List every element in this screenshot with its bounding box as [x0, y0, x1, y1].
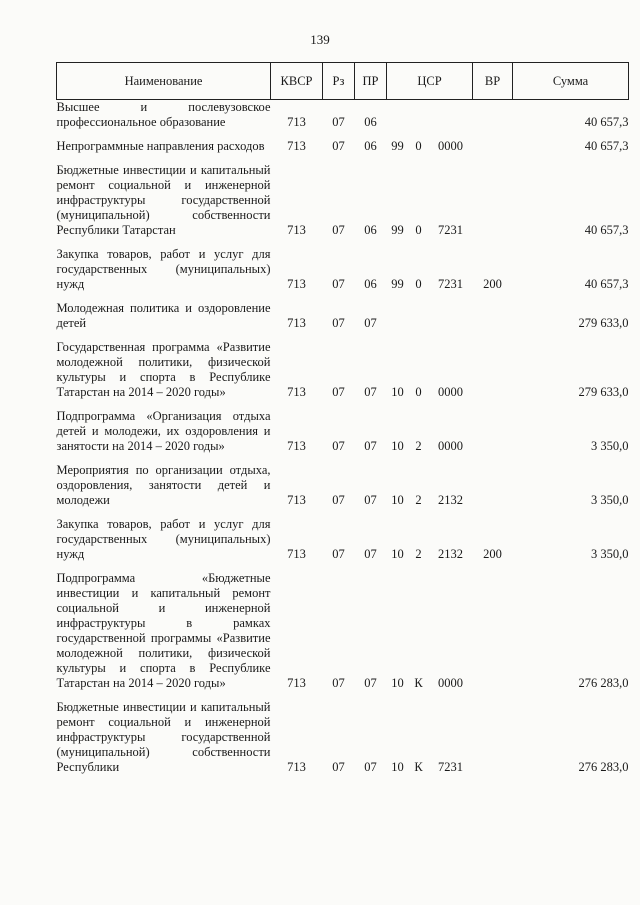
row-rz: 07 [332, 439, 345, 453]
row-rz: 07 [332, 223, 345, 237]
row-sum: 40 657,3 [584, 139, 629, 153]
row-vr [473, 163, 513, 238]
row-pr: 07 [364, 547, 377, 561]
row-csr-subprogram: 2 [415, 547, 422, 561]
row-kvsr: 713 [287, 385, 306, 399]
row-csr-direction: 7231 [438, 760, 463, 774]
row-rz: 07 [332, 115, 345, 129]
row-sum: 40 657,3 [584, 115, 629, 129]
row-vr: 200 [483, 277, 502, 291]
row-name [57, 139, 271, 154]
row-vr [473, 463, 513, 508]
row-spacer [57, 238, 629, 247]
row-csr-program: 99 [391, 277, 404, 291]
row-sum: 276 283,0 [578, 676, 629, 690]
row-csr-program: 10 [391, 760, 404, 774]
row-csr-program: 10 [391, 493, 404, 507]
header-name: Наименование [57, 63, 271, 100]
row-vr [473, 700, 513, 775]
row-spacer-cell [57, 400, 629, 409]
row-pr: 06 [364, 277, 377, 291]
row-kvsr: 713 [287, 493, 306, 507]
row-name [57, 463, 271, 508]
row-spacer-cell [57, 130, 629, 139]
row-sum: 40 657,3 [584, 277, 629, 291]
row-spacer-cell [57, 691, 629, 700]
table-row [57, 139, 629, 154]
row-csr-direction: 2132 [438, 547, 463, 561]
table-row [57, 301, 629, 331]
row-pr: 06 [364, 223, 377, 237]
row-pr: 06 [364, 139, 377, 153]
row-sum: 279 633,0 [578, 316, 629, 330]
row-pr: 07 [364, 493, 377, 507]
row-csr-program: 99 [391, 223, 404, 237]
row-csr-subprogram: 0 [415, 277, 422, 291]
row-csr-program: 10 [391, 547, 404, 561]
row-vr [473, 409, 513, 454]
table-row [57, 340, 629, 400]
row-csr-program [387, 301, 409, 331]
row-name-text: Бюджетные инвестиции и капитальный ремонт социальной и инженерной инфраструктуры государственной (муниципальной) собственности Республики [56, 700, 271, 774]
row-spacer [57, 508, 629, 517]
row-spacer-cell [57, 508, 629, 517]
row-name-text: Подпрограмма «Бюджетные инвестиции и капитальный ремонт социальной и инженерной инфраструктуры в рамках государственной программы «Развитие молодежной политики, физической культуры и спорта в Республике Татарстан на 2014 – 2020 годы» [56, 571, 271, 690]
row-csr-direction: 0000 [438, 139, 463, 153]
row-name-text: Государственная программа «Развитие молодежной политики, физической культуры и спорта в Республике Татарстан на 2014 – 2020 годы» [56, 340, 271, 399]
row-csr-subprogram: 2 [415, 493, 422, 507]
table-row [57, 571, 629, 691]
row-sum: 276 283,0 [578, 760, 629, 774]
row-csr-direction: 7231 [438, 223, 463, 237]
row-kvsr: 713 [287, 547, 306, 561]
header-kvsr: КВСР [271, 63, 323, 100]
row-csr-direction [429, 100, 473, 131]
row-name-text: Мероприятия по организации отдыха, оздоровления, занятости детей и молодежи [56, 463, 271, 507]
row-name-text: Закупка товаров, работ и услуг для государственных (муниципальных) нужд [56, 517, 271, 561]
row-kvsr: 713 [287, 676, 306, 690]
row-csr-subprogram: К [414, 760, 423, 774]
table-row [57, 247, 629, 292]
row-name [57, 409, 271, 454]
table-row [57, 463, 629, 508]
page-number: 139 [310, 32, 330, 47]
row-csr-subprogram: 0 [415, 139, 422, 153]
row-name [57, 571, 271, 691]
row-spacer-cell [57, 562, 629, 571]
row-csr-program: 10 [391, 676, 404, 690]
row-csr-subprogram: 0 [415, 223, 422, 237]
row-vr [473, 571, 513, 691]
row-name-text: Молодежная политика и оздоровление детей [56, 301, 271, 330]
row-spacer [57, 562, 629, 571]
row-rz: 07 [332, 760, 345, 774]
row-sum: 279 633,0 [578, 385, 629, 399]
row-vr [473, 301, 513, 331]
row-rz: 07 [332, 493, 345, 507]
row-csr-direction: 7231 [438, 277, 463, 291]
table-header-row [57, 63, 629, 100]
row-pr: 06 [364, 115, 377, 129]
row-csr-direction [429, 301, 473, 331]
row-kvsr: 713 [287, 760, 306, 774]
row-name-text: Подпрограмма «Организация отдыха детей и молодежи, их оздоровления и занятости на 2014 – 2020 годы» [56, 409, 271, 453]
row-kvsr: 713 [287, 223, 306, 237]
row-csr-direction: 0000 [438, 439, 463, 453]
row-kvsr: 713 [287, 115, 306, 129]
row-sum: 40 657,3 [584, 223, 629, 237]
row-pr: 07 [364, 439, 377, 453]
header-csr: ЦСР [387, 63, 473, 100]
row-spacer-cell [57, 331, 629, 340]
row-pr: 07 [364, 676, 377, 690]
row-csr-program: 10 [391, 385, 404, 399]
row-name [57, 517, 271, 562]
row-csr-program: 99 [391, 139, 404, 153]
row-csr-program: 10 [391, 439, 404, 453]
row-spacer [57, 130, 629, 139]
row-csr-subprogram: К [414, 676, 423, 690]
row-rz: 07 [332, 385, 345, 399]
row-rz: 07 [332, 139, 345, 153]
row-spacer [57, 154, 629, 163]
row-name [57, 700, 271, 775]
header-vr: ВР [473, 63, 513, 100]
row-name [57, 340, 271, 400]
row-vr [473, 100, 513, 131]
row-name [57, 247, 271, 292]
row-spacer-cell [57, 292, 629, 301]
row-rz: 07 [332, 316, 345, 330]
row-spacer-cell [57, 454, 629, 463]
row-name-text: Бюджетные инвестиции и капитальный ремонт социальной и инженерной инфраструктуры государственной (муниципальной) собственности Республики Татарстан [56, 163, 271, 237]
row-sum: 3 350,0 [591, 493, 629, 507]
row-kvsr: 713 [287, 277, 306, 291]
header-sum: Сумма [513, 63, 629, 100]
row-spacer [57, 454, 629, 463]
table-row [57, 100, 629, 131]
row-vr [473, 139, 513, 154]
row-pr: 07 [364, 760, 377, 774]
row-name-text: Высшее и послевузовское профессиональное образование [56, 100, 271, 129]
row-spacer [57, 400, 629, 409]
row-csr-subprogram: 0 [415, 385, 422, 399]
row-csr-direction: 0000 [438, 385, 463, 399]
row-kvsr: 713 [287, 139, 306, 153]
row-name [57, 163, 271, 238]
row-rz: 07 [332, 547, 345, 561]
row-rz: 07 [332, 676, 345, 690]
row-name [57, 100, 271, 131]
row-spacer [57, 331, 629, 340]
row-pr: 07 [364, 316, 377, 330]
row-rz: 07 [332, 277, 345, 291]
row-name-text: Непрограммные направления расходов [56, 139, 265, 153]
table-row [57, 517, 629, 562]
row-kvsr: 713 [287, 439, 306, 453]
row-csr-direction: 0000 [438, 676, 463, 690]
row-spacer-cell [57, 238, 629, 247]
table-row [57, 409, 629, 454]
row-sum: 3 350,0 [591, 439, 629, 453]
header-rz: Рз [323, 63, 355, 100]
row-csr-subprogram: 2 [415, 439, 422, 453]
row-sum: 3 350,0 [591, 547, 629, 561]
table-row [57, 700, 629, 775]
budget-table [56, 62, 629, 775]
row-name [57, 301, 271, 331]
row-spacer-cell [57, 154, 629, 163]
row-csr-subprogram [409, 301, 429, 331]
row-name-text: Закупка товаров, работ и услуг для государственных (муниципальных) нужд [56, 247, 271, 291]
row-csr-subprogram [409, 100, 429, 131]
row-spacer [57, 292, 629, 301]
row-vr: 200 [483, 547, 502, 561]
header-pr: ПР [355, 63, 387, 100]
row-csr-direction: 2132 [438, 493, 463, 507]
row-vr [473, 340, 513, 400]
row-csr-program [387, 100, 409, 131]
table-row [57, 163, 629, 238]
row-kvsr: 713 [287, 316, 306, 330]
row-pr: 07 [364, 385, 377, 399]
row-spacer [57, 691, 629, 700]
